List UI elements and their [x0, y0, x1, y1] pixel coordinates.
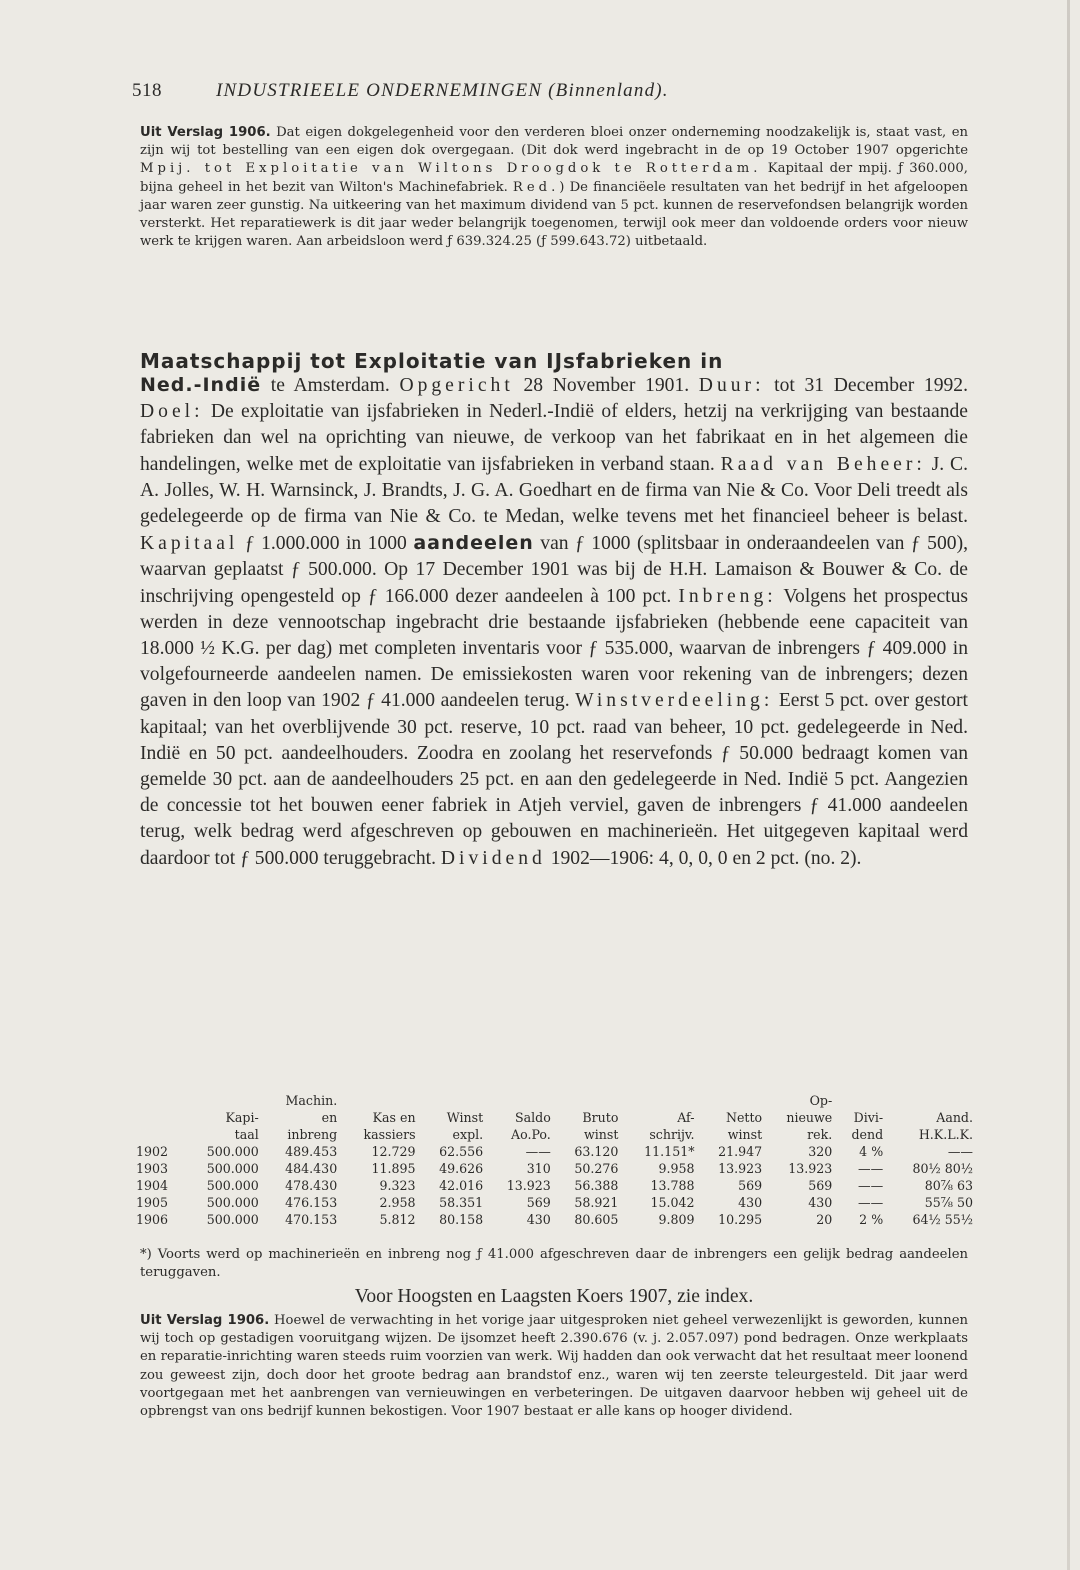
- table-row: [136, 1177, 976, 1194]
- table-cell: 569: [738, 1178, 763, 1193]
- table-cell: 1903: [136, 1161, 169, 1176]
- table-cell: 569: [526, 1195, 551, 1210]
- column-header: nieuwe: [786, 1110, 833, 1125]
- table-cell: 15.042: [650, 1195, 695, 1210]
- table-header-row: [136, 1109, 976, 1126]
- table-cell: 63.120: [574, 1144, 619, 1159]
- report-1906-ijsfabrieken: [140, 1312, 968, 1421]
- report-text: Hoewel de verwachting in het vorige jaar uitgesproken niet geheel verwezenlijkt is geworden, kunnen wij toch op gestadigen vooruitgang wijzen. De ijsomzet heeft 2.390.676 (v. j. 2.057.097) pond bedragen. Onze werkplaats en reparatie-inrichting waren steeds ruim voorzien van werk. Wij hadden dan ook verwacht dat het resultaat meer loonend zou geweest zijn, doch door het groote bedrag aan brandstof enz., waren wij ten zeerste teleurgesteld. Dit jaar werd voortgegaan met het aanbrengen van vernieuwingen en verbeteringen. De uitgaven daarvoor hebben wij geheel uit de opbrengst van ons bedrijf kunnen bekostigen. Voor 1907 bestaat er alle kans op hooger dividend.: [140, 1313, 968, 1420]
- table-row: [136, 1143, 976, 1160]
- desc-text: 28 November 1901.: [513, 375, 699, 396]
- table-cell: 476.153: [285, 1195, 338, 1210]
- table-cell: 470.153: [285, 1212, 338, 1227]
- table-cell: 20: [816, 1212, 833, 1227]
- table-cell: 5.812: [379, 1212, 416, 1227]
- keyword-doel: Doel:: [140, 401, 204, 423]
- column-header: [835, 1092, 886, 1109]
- table-cell: 500.000: [206, 1144, 259, 1159]
- column-header: winst: [727, 1127, 763, 1142]
- table-cell: 320: [808, 1144, 833, 1159]
- column-header: [698, 1092, 766, 1109]
- column-header: [886, 1092, 976, 1109]
- table-row: [136, 1160, 976, 1177]
- table-cell: 500.000: [206, 1161, 259, 1176]
- table-cell: 500.000: [206, 1212, 259, 1227]
- table-cell: 430: [808, 1195, 833, 1210]
- desc-text: J. C. A. Jolles, W. H. Warnsinck, J. Brandts, J. G. A. Goedhart en de firma van Nie & Co. Voor Deli treedt als gedelegeerde op de firma van Nie & Co. te Medan, welke tevens met het financieel beheer is belast.: [140, 453, 968, 528]
- table-cell: 21.947: [718, 1144, 763, 1159]
- table-cell: 310: [526, 1161, 551, 1176]
- desc-text: te Amsterdam.: [261, 375, 400, 396]
- column-header: expl.: [452, 1127, 484, 1142]
- column-header: Kapi-: [225, 1110, 259, 1125]
- table-cell: 2 %: [859, 1212, 884, 1227]
- column-header: en: [321, 1110, 338, 1125]
- column-header: [136, 1092, 183, 1109]
- table-cell: 1904: [136, 1178, 169, 1193]
- column-header: inbreng: [287, 1127, 338, 1142]
- keyword-dividend: Dividend: [440, 847, 546, 869]
- table-row: [136, 1211, 976, 1228]
- company-heading: [140, 348, 968, 374]
- table-cell: ——: [857, 1161, 884, 1176]
- table-cell: 430: [738, 1195, 763, 1210]
- column-header: [340, 1092, 418, 1109]
- table-cell: 10.295: [718, 1212, 763, 1227]
- column-header: Ao.Po.: [511, 1127, 551, 1142]
- page-number: 518: [132, 80, 162, 101]
- keyword-duur: Duur:: [698, 375, 765, 396]
- column-header: [183, 1092, 261, 1109]
- table-cell: 2.958: [379, 1195, 416, 1210]
- keyword-aandeelen: aandeelen: [413, 532, 534, 555]
- column-header: [136, 1126, 183, 1143]
- table-cell: 11.151*: [644, 1144, 695, 1159]
- page-title: INDUSTRIEELE ONDERNEMINGEN (Binnenland).: [216, 80, 669, 101]
- column-header: [621, 1092, 697, 1109]
- table-cell: 569: [808, 1178, 833, 1193]
- table-cell: ——: [857, 1178, 884, 1193]
- column-header: Netto: [725, 1110, 763, 1125]
- column-header: Af-: [677, 1110, 695, 1125]
- table-cell: 55⅞ 50: [924, 1195, 973, 1210]
- table-cell: ——: [947, 1144, 973, 1159]
- table-header-row: [136, 1092, 976, 1109]
- report-text-1: Dat eigen dokgelegenheid voor den verderen bloei onzer onderneming noodzakelijk is, staat vast, en zijn wij tot bestelling van een eigen dok overgegaan. (Dit dok werd ingebracht in de op 19 October 1907 opgerichte: [140, 125, 968, 159]
- koers-reference: Voor Hoogsten en Laagsten Koers 1907, zie index.: [354, 1286, 754, 1307]
- column-header: [136, 1109, 183, 1126]
- table-cell: 9.958: [658, 1161, 695, 1176]
- desc-text: 1902—1906: 4, 0, 0, 0 en 2 pct. (no. 2).: [545, 847, 862, 869]
- table-cell: 56.388: [574, 1178, 619, 1193]
- column-header: schrijv.: [649, 1127, 695, 1142]
- table-cell: 430: [526, 1212, 551, 1227]
- table-cell: 64½ 55½: [912, 1212, 973, 1227]
- report-text-2: Kapitaal der mpij. ƒ 360.000, bijna geheel in het bezit van Wilton's Machinefabriek.: [140, 161, 968, 195]
- table-cell: 1906: [136, 1212, 169, 1227]
- company-description: [140, 372, 968, 872]
- column-header: kassiers: [363, 1127, 416, 1142]
- column-header: [554, 1092, 622, 1109]
- table-cell: 49.626: [439, 1161, 484, 1176]
- table-cell: 9.809: [658, 1212, 695, 1227]
- column-header: H.K.L.K.: [918, 1127, 973, 1142]
- table-cell: 4 %: [859, 1144, 884, 1159]
- column-header: Saldo: [514, 1110, 551, 1125]
- column-header: Kas en: [372, 1110, 416, 1125]
- desc-text: tot 31 December 1992.: [764, 375, 968, 396]
- column-header: winst: [583, 1127, 619, 1142]
- keyword-opgericht: Opgericht: [399, 375, 514, 396]
- desc-text: Eerst 5 pct. over gestort kapitaal; van het overblijvende 30 pct. reserve, 10 pct. raad van beheer, 10 pct. gedelegeerde in Ned. Indië en 50 pct. aandeelhouders. Zoodra en zoolang het reservefonds ƒ 50.000 bedraagt komen van gemelde 30 pct. aan de aandeelhouders 25 pct. en aan den gedelegeerde in Ned. Indië 5 pct. Aangezien de concessie tot het bouwen eener fabriek in Atjeh verviel, gaven de inbrengers ƒ 41.000 aandeelen terug, welk bedrag werd afgeschreven op gebouwen en machinerieën. Het uitgegeven kapitaal werd daardoor tot ƒ 500.000 teruggebracht.: [140, 690, 968, 869]
- table-cell: 484.430: [285, 1161, 338, 1176]
- table-cell: ——: [857, 1195, 884, 1210]
- desc-text: van ƒ 1000 (splitsbaar in onderaandeelen van ƒ 500), waarvan geplaatst ƒ 500.000. Op 17 December 1901 was bij de H.H. Lamaison & Bouwer & Co. de inschrijving opengesteld op ƒ 166.000 dezer aandeelen à 100 pct.: [140, 533, 968, 607]
- column-header: [419, 1092, 487, 1109]
- keyword-inbreng: Inbreng:: [678, 585, 777, 607]
- keyword-winstverdeeling: Winstverdeeling:: [575, 690, 774, 712]
- keyword-raad-van-beheer: Raad van Beheer:: [720, 453, 926, 475]
- table-row: [136, 1194, 976, 1211]
- table-cell: 9.323: [379, 1178, 416, 1193]
- keyword-kapitaal: Kapitaal: [140, 533, 239, 555]
- column-header: taal: [234, 1127, 259, 1142]
- table-cell: 500.000: [206, 1195, 259, 1210]
- desc-text: Volgens het prospectus werden in deze vennootschap ingebracht drie bestaande ijsfabrieken (hebbende eene capaciteit van 18.000 ½ K.G. per dag) met completen inventaris voor ƒ 535.000, waarvan de inbrengers ƒ 409.000 in volgefourneerde aandeelen namen. De emissiekosten waren voor rekening van de inbrengers; dezen gaven in den loop van 1902 ƒ 41.000 aandeelen terug.: [140, 585, 969, 712]
- table-cell: 13.923: [718, 1161, 763, 1176]
- report-spaced-name: Mpij. tot Exploitatie van Wiltons Droogdok te Rotterdam.: [140, 161, 762, 177]
- table-cell: 13.923: [506, 1178, 551, 1193]
- column-header: Machin.: [285, 1093, 338, 1108]
- table-cell: 500.000: [206, 1178, 259, 1193]
- desc-text: De exploitatie van ijsfabrieken in Nederl.-Indië of elders, hetzij na verkrijging van bestaande fabrieken dan wel na oprichting van nieuwe, de verkoop van het fabrikaat en in het algemeen die handelingen, welke met de exploitatie van ijsfabrieken in verband staan.: [140, 401, 968, 475]
- table-cell: 1902: [136, 1144, 169, 1159]
- table-cell: 12.729: [371, 1144, 416, 1159]
- report-text-3: ) De financiëele resultaten van het bedrijf in het afgeloopen jaar waren zeer gunstig. Na uitkeering van het maximum dividend van 5 pct. kunnen de reservefondsen belangrijk worden versterkt. Het reparatiewerk is dit jaar weder belangrijk toegenomen, terwijl ook meer dan voldoende orders voor nieuw werk te krijgen waren. Aan arbeidsloon werd ƒ 639.324.25 (ƒ 599.643.72) uitbetaald.: [140, 179, 968, 250]
- table-cell: 478.430: [285, 1178, 338, 1193]
- table-cell: 58.921: [574, 1195, 619, 1210]
- table-cell: 50.276: [574, 1161, 619, 1176]
- table-cell: 62.556: [439, 1144, 484, 1159]
- company-name-line2: Ned.-Indië: [140, 374, 262, 396]
- running-header: [132, 80, 932, 102]
- report-red: Red.: [512, 179, 560, 195]
- column-header: Winst: [446, 1110, 484, 1125]
- financial-table: [136, 1092, 976, 1228]
- table-header-row: [136, 1126, 976, 1143]
- table-footnote: *) Voorts werd op machinerieën en inbreng nog ƒ 41.000 afgeschreven daar de inbrengers een gelijk bedrag aandeelen teruggaven.: [140, 1247, 968, 1280]
- column-header: [486, 1092, 554, 1109]
- company-name-line1: Maatschappij tot Exploitatie van IJsfabrieken in: [140, 349, 724, 373]
- table-cell: 13.788: [650, 1178, 695, 1193]
- table-cell: 11.895: [371, 1161, 416, 1176]
- table-cell: 489.453: [285, 1144, 338, 1159]
- column-header: dend: [851, 1127, 884, 1142]
- column-header: Divi-: [853, 1110, 884, 1125]
- table-cell: 58.351: [439, 1195, 484, 1210]
- desc-text: ƒ 1.000.000 in 1000: [238, 533, 414, 555]
- table-cell: 80½ 80½: [912, 1161, 973, 1176]
- table-cell: 80.158: [439, 1212, 484, 1227]
- report-1906-wilton: [140, 124, 968, 251]
- table-cell: 1905: [136, 1195, 169, 1210]
- column-header: Aand.: [936, 1110, 973, 1125]
- report-label: Uit Verslag 1906.: [140, 125, 271, 140]
- table-cell: 42.016: [439, 1178, 484, 1193]
- report-label: Uit Verslag 1906.: [140, 1313, 270, 1328]
- table-cell: 13.923: [788, 1161, 833, 1176]
- column-header: rek.: [807, 1127, 833, 1142]
- table-cell: 80⅞ 63: [924, 1178, 973, 1193]
- column-header: Op-: [809, 1093, 833, 1108]
- column-header: Bruto: [582, 1110, 619, 1125]
- table-cell: 80.605: [574, 1212, 619, 1227]
- table-cell: ——: [525, 1144, 551, 1159]
